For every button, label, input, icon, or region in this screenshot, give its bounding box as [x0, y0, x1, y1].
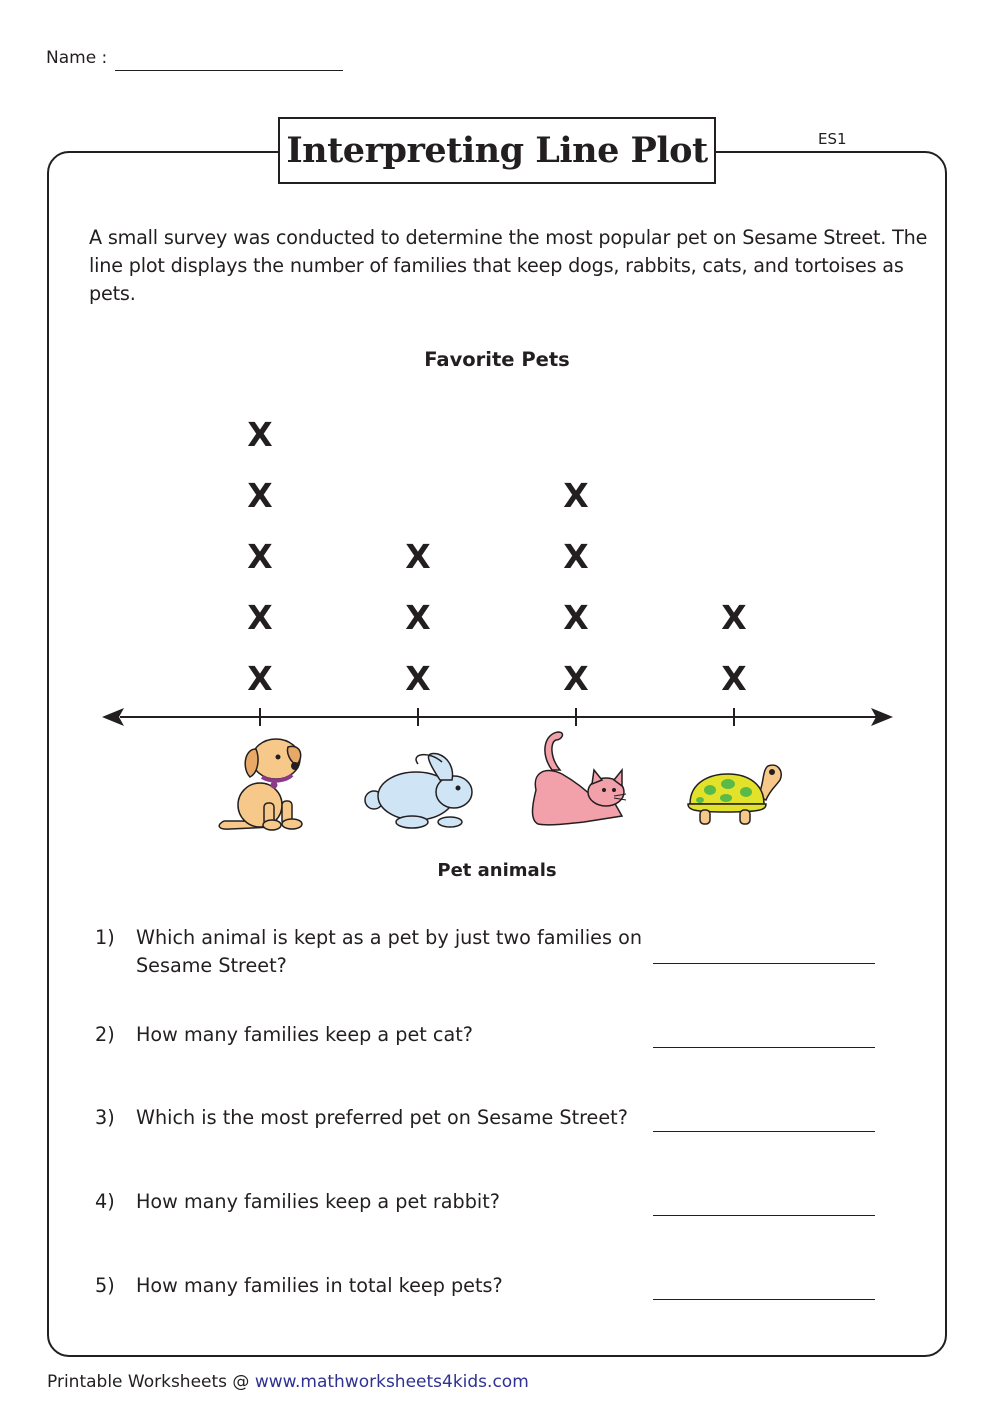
- question-text: How many families keep a pet rabbit?: [136, 1190, 500, 1213]
- plot-mark-cat: X: [563, 659, 589, 698]
- number-line: [102, 708, 893, 726]
- chart-title: Favorite Pets: [424, 348, 570, 371]
- page-title: Interpreting Line Plot: [286, 130, 708, 171]
- plot-mark-tortoise: X: [721, 598, 747, 637]
- plot-mark-rabbit: X: [405, 659, 431, 698]
- plot-mark-rabbit: X: [405, 537, 431, 576]
- plot-mark-cat: X: [563, 598, 589, 637]
- footer-label: Printable Worksheets @: [47, 1372, 255, 1392]
- plot-mark-tortoise: X: [721, 659, 747, 698]
- intro-text: A small survey was conducted to determine the most popular pet on Sesame Street. The line plot displays the number of families that keep dogs, rabbits, cats, and tortoises as pets.: [89, 226, 928, 305]
- answer-line-2[interactable]: [653, 1047, 875, 1048]
- question-number: 3): [95, 1106, 115, 1129]
- plot-mark-dog: X: [247, 415, 273, 454]
- plot-mark-dog: X: [247, 659, 273, 698]
- question-number: 1): [95, 926, 115, 949]
- line-plot-chart: [0, 330, 1000, 890]
- plot-mark-dog: X: [247, 476, 273, 515]
- worksheet-code: ES1: [818, 130, 847, 148]
- title-box: [278, 117, 716, 184]
- tortoise-icon: [688, 765, 781, 824]
- plot-mark-rabbit: X: [405, 598, 431, 637]
- question-text: How many families in total keep pets?: [136, 1274, 503, 1297]
- question-text: How many families keep a pet cat?: [136, 1023, 473, 1046]
- cat-icon: [533, 732, 627, 825]
- answer-line-3[interactable]: [653, 1131, 875, 1132]
- dog-icon: [219, 739, 302, 830]
- x-axis-label: Pet animals: [437, 860, 557, 881]
- question-text: Which is the most preferred pet on Sesame Street?: [136, 1106, 628, 1129]
- footer-link[interactable]: www.mathworksheets4kids.com: [254, 1372, 529, 1392]
- footer: [47, 1372, 529, 1392]
- plot-marks: [247, 415, 746, 698]
- question-number: 4): [95, 1190, 115, 1213]
- plot-mark-cat: X: [563, 537, 589, 576]
- answer-line-4[interactable]: [653, 1215, 875, 1216]
- question-number: 2): [95, 1023, 115, 1046]
- answer-line-5[interactable]: [653, 1299, 875, 1300]
- rabbit-icon: [365, 754, 472, 828]
- plot-mark-dog: X: [247, 537, 273, 576]
- question-text: Which animal is kept as a pet by just two families on Sesame Street?: [136, 926, 642, 977]
- plot-mark-dog: X: [247, 598, 273, 637]
- name-answer-line[interactable]: [115, 70, 343, 71]
- plot-mark-cat: X: [563, 476, 589, 515]
- question-number: 5): [95, 1274, 115, 1297]
- name-label: Name :: [46, 48, 108, 68]
- answer-line-1[interactable]: [653, 963, 875, 964]
